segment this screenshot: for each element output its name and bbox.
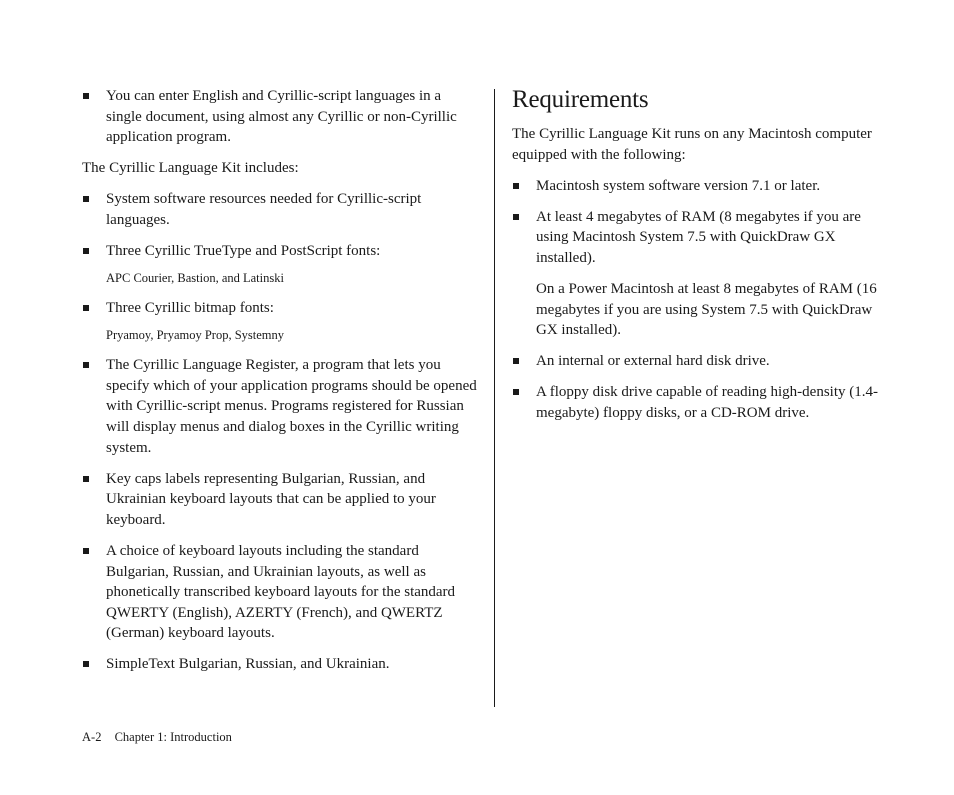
bullet-square-icon — [513, 389, 519, 395]
list-item-text: A floppy disk drive capable of reading high-density (1.4-megabyte) floppy disks, or a CD-ROM drive. — [536, 384, 878, 422]
list-item — [82, 469, 480, 531]
intro-bullet-text: You can enter English and Cyrillic-script languages in a single document, using almost any Cyrillic or non-Cyrillic application program. — [106, 88, 457, 146]
list-item-text: The Cyrillic Language Register, a program that lets you specify which of your application programs should be opened with Cyrillic-script menus. Programs registered for Russian will display menus and dialog boxes in the Cyrillic writing system. — [106, 357, 477, 456]
list-item — [82, 298, 480, 319]
list-item-text: Three Cyrillic bitmap fonts: — [106, 300, 274, 317]
bullet-square-icon — [83, 93, 89, 99]
page-footer — [82, 729, 232, 745]
column-divider — [494, 89, 495, 707]
bullet-square-icon — [83, 362, 89, 368]
bullet-square-icon — [83, 476, 89, 482]
chapter-title: Chapter 1: Introduction — [114, 730, 232, 744]
list-item — [82, 355, 480, 458]
bullet-square-icon — [83, 196, 89, 202]
list-item — [82, 189, 480, 230]
list-item-text: SimpleText Bulgarian, Russian, and Ukrainian. — [106, 656, 390, 673]
list-item — [82, 241, 480, 262]
bullet-square-icon — [83, 661, 89, 667]
section-heading: Requirements — [512, 86, 649, 113]
bullet-square-icon — [83, 248, 89, 254]
requirements-intro: The Cyrillic Language Kit runs on any Macintosh computer equipped with the following: — [512, 126, 872, 163]
bullet-square-icon — [513, 214, 519, 220]
list-item — [512, 176, 892, 197]
list-item — [512, 207, 892, 269]
bullet-square-icon — [83, 305, 89, 311]
list-item-text: Three Cyrillic TrueType and PostScript fonts: — [106, 243, 381, 260]
list-item-text: A choice of keyboard layouts including the standard Bulgarian, Russian, and Ukrainian layouts, as well as phonetically transcribed keyboard layouts for the standard QWERTY (English), AZERTY (French), and QWERTZ (German) keyboard layouts. — [106, 543, 456, 642]
bullet-square-icon — [83, 548, 89, 554]
list-item-text: System software resources needed for Cyrillic-script languages. — [106, 191, 422, 228]
right-column — [512, 86, 892, 434]
bullet-square-icon — [513, 358, 519, 364]
power-mac-note: On a Power Macintosh at least 8 megabytes of RAM (16 megabytes if you are using System 7.5 with QuickDraw GX installed). — [536, 281, 877, 339]
bullet-square-icon — [513, 183, 519, 189]
list-item-text: At least 4 megabytes of RAM (8 megabytes if you are using Macintosh System 7.5 with QuickDraw GX installed). — [536, 208, 861, 266]
list-item — [82, 654, 480, 675]
font-list-note: APC Courier, Bastion, and Latinski — [106, 271, 284, 286]
includes-label: The Cyrillic Language Kit includes: — [82, 160, 299, 177]
intro-bullet — [82, 86, 480, 148]
left-column — [82, 86, 480, 686]
list-item-text: An internal or external hard disk drive. — [536, 353, 770, 370]
list-item — [82, 541, 480, 644]
list-item — [512, 382, 892, 423]
list-item-text: Key caps labels representing Bulgarian, Russian, and Ukrainian keyboard layouts that can be applied to your keyboard. — [106, 470, 436, 528]
list-item-text: Macintosh system software version 7.1 or later. — [536, 177, 821, 194]
page-number: A-2 — [82, 730, 102, 744]
list-item — [512, 351, 892, 372]
font-list-note: Pryamoy, Pryamoy Prop, Systemny — [106, 328, 285, 343]
